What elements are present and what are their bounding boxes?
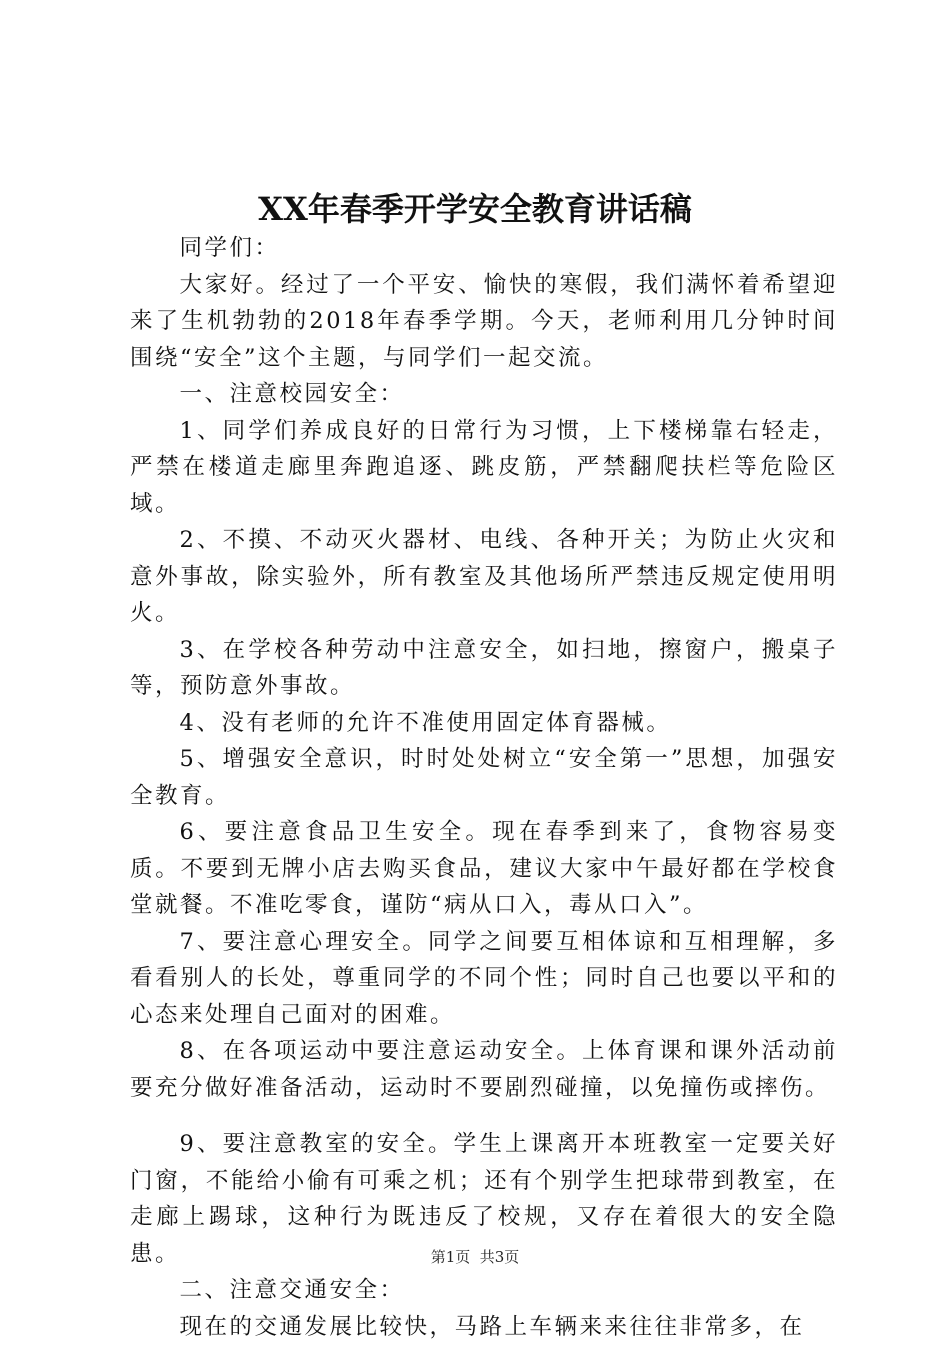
document-body xyxy=(130,230,838,1345)
paragraph-item-9: 9、要注意教室的安全。学生上课离开本班教室一定要关好门窗，不能给小偷有可乘之机；还有个别学生把球带到教室，在走廊上踢球，这种行为既违反了校规，又存在着很大的安全隐患。 xyxy=(130,1126,838,1272)
paragraph-greeting: 同学们： xyxy=(130,230,838,267)
paragraph-spacer xyxy=(130,1106,838,1126)
page-footer: 第1页 共3页 xyxy=(0,1247,950,1267)
paragraph-item-1: 1、同学们养成良好的日常行为习惯，上下楼梯靠右轻走，严禁在楼道走廊里奔跑追逐、跳皮筋，严禁翻爬扶栏等危险区域。 xyxy=(130,413,838,523)
paragraph-item-2: 2、不摸、不动灭火器材、电线、各种开关；为防止火灾和意外事故，除实验外，所有教室及其他场所严禁违反规定使用明火。 xyxy=(130,522,838,632)
paragraph-item-8: 8、在各项运动中要注意运动安全。上体育课和课外活动前要充分做好准备活动，运动时不要剧烈碰撞，以免撞伤或摔伤。 xyxy=(130,1033,838,1106)
paragraph-item-4: 4、没有老师的允许不准使用固定体育器械。 xyxy=(130,705,838,742)
section-heading-traffic-safety: 二、注意交通安全： xyxy=(130,1272,838,1309)
paragraph-item-7: 7、要注意心理安全。同学之间要互相体谅和互相理解，多看看别人的长处，尊重同学的不同个性；同时自己也要以平和的心态来处理自己面对的困难。 xyxy=(130,924,838,1034)
paragraph-item-3: 3、在学校各种劳动中注意安全，如扫地，擦窗户，搬桌子等，预防意外事故。 xyxy=(130,632,838,705)
paragraph-item-5: 5、增强安全意识，时时处处树立“安全第一”思想，加强安全教育。 xyxy=(130,741,838,814)
paragraph-traffic-intro: 现在的交通发展比较快，马路上车辆来来往往非常多，在 xyxy=(130,1309,838,1345)
document-title: XX年春季开学安全教育讲话稿 xyxy=(0,186,950,232)
paragraph-intro: 大家好。经过了一个平安、愉快的寒假，我们满怀着希望迎来了生机勃勃的2018年春季学期。今天，老师利用几分钟时间围绕“安全”这个主题，与同学们一起交流。 xyxy=(130,267,838,377)
paragraph-item-6: 6、要注意食品卫生安全。现在春季到来了，食物容易变质。不要到无牌小店去购买食品，建议大家中午最好都在学校食堂就餐。不准吃零食，谨防“病从口入，毒从口入”。 xyxy=(130,814,838,924)
section-heading-campus-safety: 一、注意校园安全： xyxy=(130,376,838,413)
